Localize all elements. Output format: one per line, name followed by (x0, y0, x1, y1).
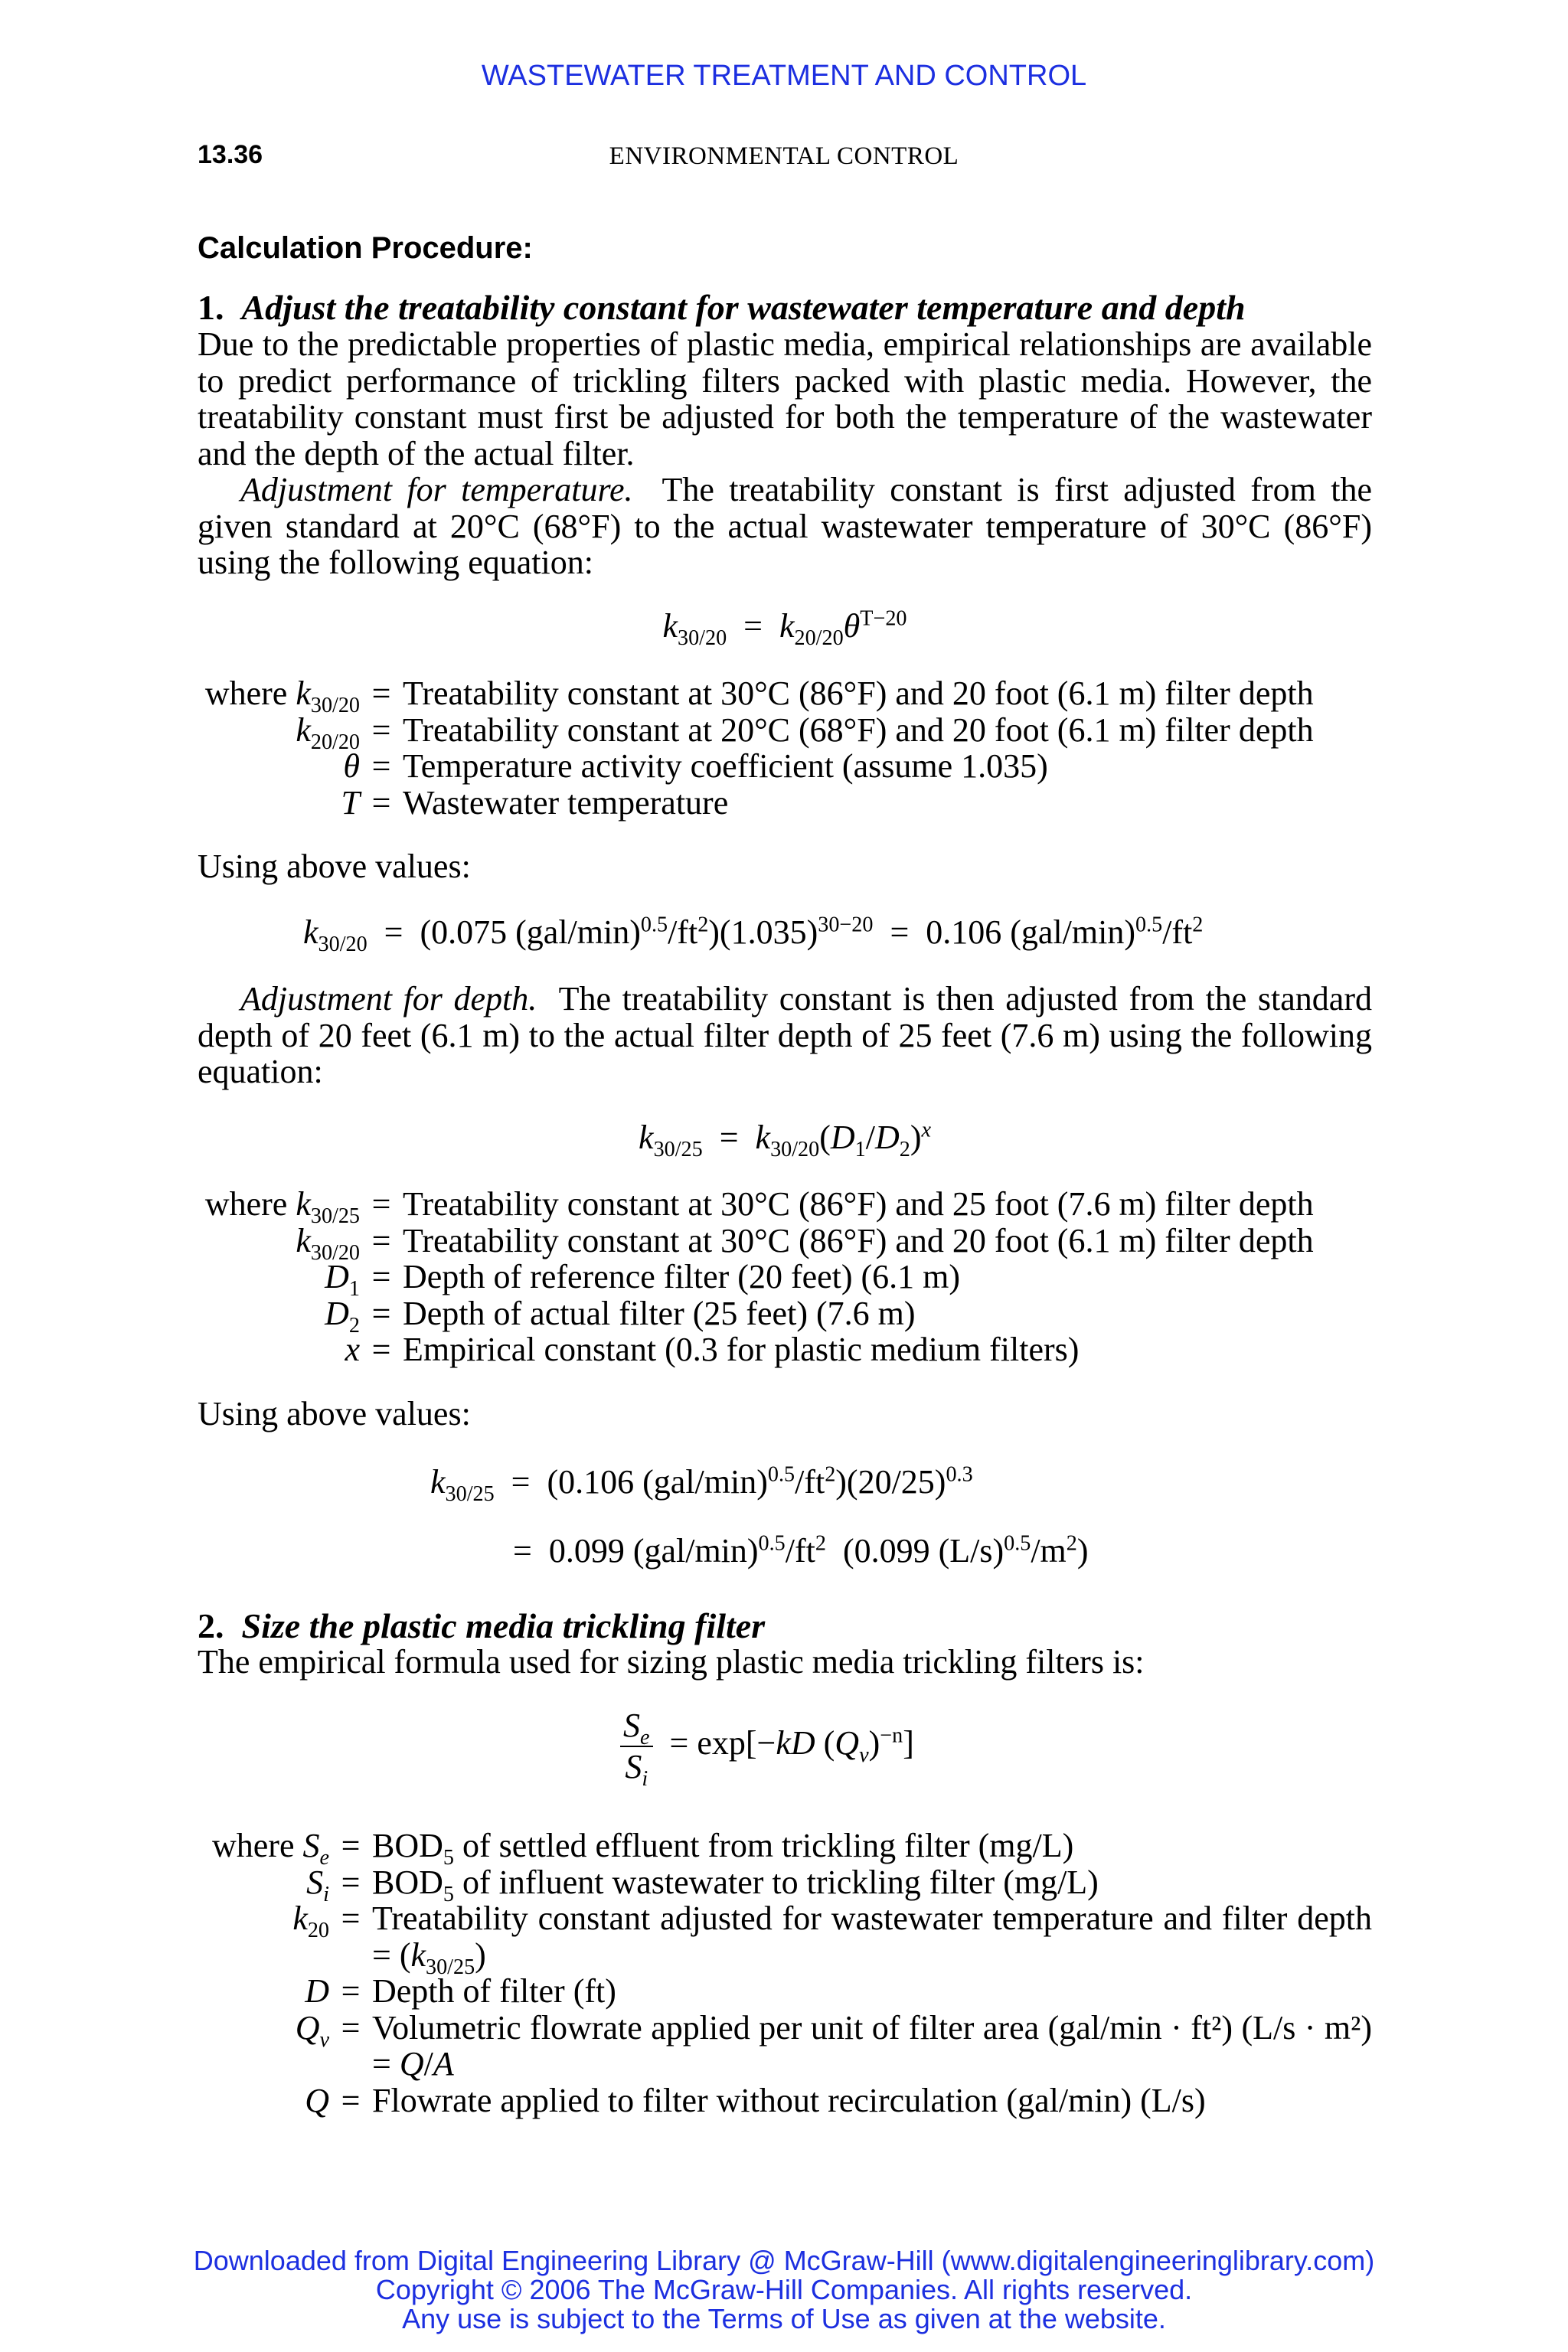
where-desc: Treatability constant adjusted for wastewater temperature and filter depth = $(k_{30/25})$ (372, 1900, 1372, 1979)
equation-temperature: $k_{30/20} = k_{20/20}\theta^{T-20}$ (662, 606, 907, 650)
where-desc: Treatability constant at 30°C (86°F) and 25 foot (7.6 m) filter depth (403, 1185, 1314, 1223)
procedure-heading: Calculation Procedure: (198, 231, 533, 265)
temperature-lead: Adjustment for temperature. (240, 471, 633, 508)
where-desc: Flowrate applied to filter without recirculation (gal/min) (L/s) (372, 2081, 1206, 2119)
where-row: $D_2$ = Depth of actual filter (25 feet) (7.6 m) (198, 1295, 1372, 1332)
where-row: D = Depth of filter (ft) (198, 1973, 1372, 2010)
where-label: $D_1$ (325, 1258, 360, 1301)
where-desc: $BOD_5$ of settled effluent from trickling filter (mg/L) (372, 1827, 1074, 1870)
chapter-title: ENVIRONMENTAL CONTROL (609, 142, 959, 170)
where-label: Q (305, 2081, 329, 2119)
using-values-1: Using above values: (198, 848, 471, 885)
where-row: $k_{20/20}$ = Treatability constant at 20°C (68°F) and 20 foot (6.1 m) filter depth (198, 712, 1372, 749)
where-desc: Wastewater temperature (403, 783, 729, 822)
running-title: WASTEWATER TREATMENT AND CONTROL (481, 60, 1087, 92)
where-row: $k_{30/20}$ = Treatability constant at 30°C (86°F) and 20 foot (6.1 m) filter depth (198, 1223, 1372, 1259)
equation-depth-result: = 0.099 $(gal/\min)^{0.5}/ft^2$ (0.099 $(L/s)^{0.5}/m^2$) (513, 1531, 1089, 1570)
step2-number: 2. (198, 1606, 224, 1645)
where-row: where $k_{30/25}$ = Treatability constant at 30°C (86°F) and 25 foot (7.6 m) filter depth (198, 1186, 1372, 1223)
equation-trickling-filter: $\frac{S_e}{S_i}$ = exp[−kD $(Q_v)^{-n}$] (620, 1706, 914, 1787)
footer-terms: Any use is subject to the Terms of Use as given at the website. (402, 2303, 1166, 2334)
where-row: where $S_e$ = $BOD_5$ of settled effluent from trickling filter (mg/L) (198, 1828, 1372, 1864)
equation-temperature-values: $k_{30/20} = (0.075$ $(gal/\min)^{0.5}/ft^2)(1.035)^{30-20} = 0.106$ $(gal/\min)^{0.5}/ft^2$ (303, 913, 1204, 956)
footer-copyright: Copyright © 2006 The McGraw-Hill Companies. All rights reserved. (375, 2274, 1193, 2305)
where-desc: $BOD_5$ of influent wastewater to trickling filter (mg/L) (372, 1863, 1099, 1906)
using-values-2: Using above values: (198, 1395, 471, 1432)
step2-title: Size the plastic media trickling filter (241, 1606, 766, 1645)
step1-paragraph: Due to the predictable properties of plastic media, empirical relationships are available to predict performance of trickling filters packed with plastic media. However, the treatability constant must first be adjusted for both the temperature of the wastewater and the depth of the actual filter. (198, 325, 1372, 472)
footer-download-link[interactable]: Downloaded from Digital Engineering Library @ McGraw-Hill (www.digitalengineeringlibrary.com) (193, 2245, 1375, 2276)
where-desc: Treatability constant at 30°C (86°F) and 20 foot (6.1 m) filter depth (403, 675, 1314, 712)
where-row: $Q_v$ = Volumetric flowrate applied per unit of filter area (gal/min · ft²) (L/s · m²) = Q/A (198, 2010, 1372, 2082)
where-label: θ (343, 747, 360, 785)
step2-paragraph: The empirical formula used for sizing plastic media trickling filters is: (198, 1643, 1145, 1681)
where-desc: Depth of actual filter (25 feet) (7.6 m) (403, 1294, 916, 1332)
where-row: $k_{20}$ = Treatability constant adjusted for wastewater temperature and filter depth = $(k_{30/25})$ (198, 1900, 1372, 1973)
equation-depth: $k_{30/25} = k_{30/20}(D_1/D_2)^x$ (639, 1118, 931, 1161)
step1-heading (198, 287, 1246, 328)
where-label: where $S_e$ (212, 1827, 329, 1870)
temperature-paragraph (198, 472, 1372, 581)
where-row: $S_i$ = $BOD_5$ of influent wastewater to trickling filter (mg/L) (198, 1864, 1372, 1901)
temperature-text: The treatability constant is first adjusted from the given standard at 20°C (68°F) to the actual wastewater temperature of 30°C (86°F) using the following equation: (198, 471, 1372, 581)
where-desc: Empirical constant (0.3 for plastic medium filters) (403, 1331, 1080, 1368)
where-desc: Treatability constant at 30°C (86°F) and 20 foot (6.1 m) filter depth (403, 1221, 1314, 1259)
where-label: $k_{20/20}$ (296, 710, 360, 754)
where-label: x (345, 1331, 360, 1368)
depth-text: The treatability constant is then adjusted from the standard depth of 20 feet (6.1 m) to the actual filter depth of 25 feet (7.6 m) using the following equation: (198, 980, 1372, 1090)
where-label: $Q_v$ (295, 2008, 329, 2052)
where-label: $S_i$ (306, 1863, 329, 1906)
equation-depth-values: $k_{30/25} = (0.106$ $(gal/\min)^{0.5}/ft^2)(20/25)^{0.3}$ (430, 1462, 973, 1506)
where-label: D (305, 1972, 329, 2010)
where-desc: Depth of filter (ft) (372, 1972, 616, 2010)
where-row: $D_1$ = Depth of reference filter (20 feet) (6.1 m) (198, 1259, 1372, 1295)
fraction: $\frac{S_e}{S_i}$ (620, 1706, 653, 1787)
step2-heading (198, 1606, 765, 1646)
where-desc: Treatability constant at 20°C (68°F) and 20 foot (6.1 m) filter depth (403, 710, 1314, 749)
where-row: θ = Temperature activity coefficient (assume 1.035) (198, 748, 1372, 785)
step1-title: Adjust the treatability constant for wastewater temperature and depth (241, 288, 1246, 327)
where-label: where $k_{30/20}$ (204, 675, 360, 717)
step1-number: 1. (198, 288, 224, 327)
where-row: Q = Flowrate applied to filter without recirculation (gal/min) (L/s) (198, 2082, 1372, 2119)
where-label: where $k_{30/25}$ (204, 1185, 360, 1228)
where-label: T (341, 783, 360, 822)
where-row: T = Wastewater temperature (198, 785, 1372, 822)
depth-lead: Adjustment for depth. (240, 980, 537, 1018)
where-row: where $k_{30/20}$ = Treatability constant at 30°C (86°F) and 20 foot (6.1 m) filter depth (198, 675, 1372, 712)
page-number: 13.36 (198, 140, 263, 169)
depth-paragraph (198, 981, 1372, 1090)
where-row: x = Empirical constant (0.3 for plastic medium filters) (198, 1331, 1372, 1368)
where-desc: Depth of reference filter (20 feet) (6.1 m) (403, 1258, 961, 1295)
where-label: $k_{30/20}$ (296, 1221, 360, 1265)
where-desc: Temperature activity coefficient (assume 1.035) (403, 747, 1048, 785)
where-label: $D_2$ (325, 1294, 360, 1338)
where-desc: Volumetric flowrate applied per unit of filter area (gal/min · ft²) (L/s · m²) = Q/A (372, 2008, 1372, 2082)
where-label: $k_{20}$ (292, 1900, 329, 1942)
